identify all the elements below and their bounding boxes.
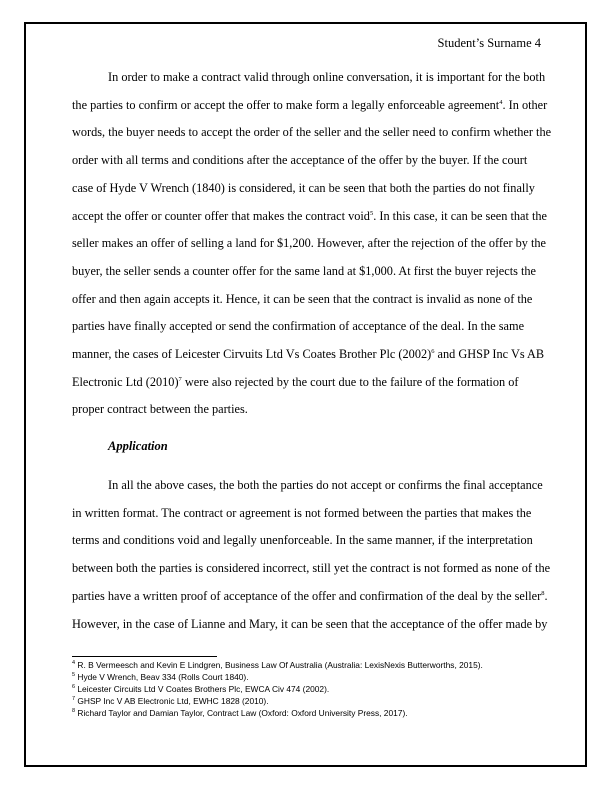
footnote-ref[interactable]: 6 xyxy=(431,347,435,355)
text-line: manner, the cases of Leicester Cirvuits Ltd Vs Coates Brother Plc $(2002)^6$ and GHSP Inc Vs AB xyxy=(72,347,545,362)
text-line: order with all terms and conditions after the acceptance of the offer by the buyer. If the court xyxy=(72,153,528,168)
footnote-ref[interactable]: 8 xyxy=(541,589,545,597)
footnote: $^4$ R. B Vermeesch and Kevin E Lindgren, Business Law Of Australia (Australia: LexisNexis Butterworths, 2015). xyxy=(72,660,483,670)
text-line: In order to make a contract valid through online conversation, it is important for the both xyxy=(108,70,546,84)
text-line: Electronic Ltd $(2010)^7$ were also rejected by the court due to the failure of the formation of xyxy=(72,374,519,389)
footnote-separator xyxy=(72,656,217,657)
text-line: terms and conditions void and legally unenforceable. In the same manner, if the interpretation xyxy=(72,533,533,548)
footnote-ref[interactable]: 5 xyxy=(369,209,374,217)
text-line: seller makes an offer of selling a land for $1,200. However, after the rejection of the offer by the xyxy=(72,236,547,251)
text-line: parties have finally accepted or send the confirmation of acceptance of the deal. In the same xyxy=(72,319,525,334)
paragraph-rule-analysis xyxy=(72,64,552,424)
footnote: $^6$ Leicester Circuits Ltd V Coates Brothers Plc, EWCA Civ 474 (2002). xyxy=(72,684,330,695)
text-line: parties have a written proof of acceptance of the offer and confirmation of the deal by the seller$^8$. xyxy=(72,588,548,603)
text-line: the parties to confirm or accept the offer to make form a legally enforceable agreement$^4$. In other xyxy=(72,97,548,112)
footnote-ref[interactable]: 4 xyxy=(499,98,503,106)
text-line: offer and then again accepts it. Hence, it can be seen that the contract is invalid as none of the xyxy=(72,291,533,306)
footnote: $^7$ GHSP Inc V AB Electronic Ltd, EWHC 1828 (2010). xyxy=(72,696,269,707)
running-head: Student’s Surname 4 xyxy=(437,36,541,50)
text-line: between both the parties is considered incorrect, still yet the contract is not formed as none of the xyxy=(72,561,551,576)
footnotes xyxy=(72,659,542,719)
text-line: accept the offer or counter offer that makes the contract void$^5$. In this case, it can be seen that the xyxy=(72,208,548,223)
paragraph-application xyxy=(72,472,551,638)
text-line: case of Hyde V Wrench (1840) is considered, it can be seen that both the parties do not finally xyxy=(72,180,535,195)
text-line: buyer, the seller sends a counter offer for the same land at $1,000. At first the buyer rejects the xyxy=(72,263,537,278)
section-heading: Application xyxy=(108,439,168,453)
text-line: However, in the case of Lianne and Mary, it can be seen that the acceptance of the offer made by xyxy=(72,616,548,631)
text-line: In all the above cases, the both the parties do not accept or confirms the final acceptance xyxy=(108,478,543,492)
text-line: words, the buyer needs to accept the order of the seller and the seller need to confirm whether the xyxy=(72,125,552,140)
footnote-ref[interactable]: 7 xyxy=(178,375,182,383)
text-line: in written format. The contract or agreement is not formed between the parties that makes the xyxy=(72,505,532,520)
footnote: $^8$ Richard Taylor and Damian Taylor, Contract Law (Oxford: Oxford University Press, 2017). xyxy=(72,708,408,719)
footnote: $^5$ Hyde V Wrench, Beav 334 (Rolls Court 1840). xyxy=(72,672,249,683)
text-line: proper contract between the parties. xyxy=(72,402,248,417)
